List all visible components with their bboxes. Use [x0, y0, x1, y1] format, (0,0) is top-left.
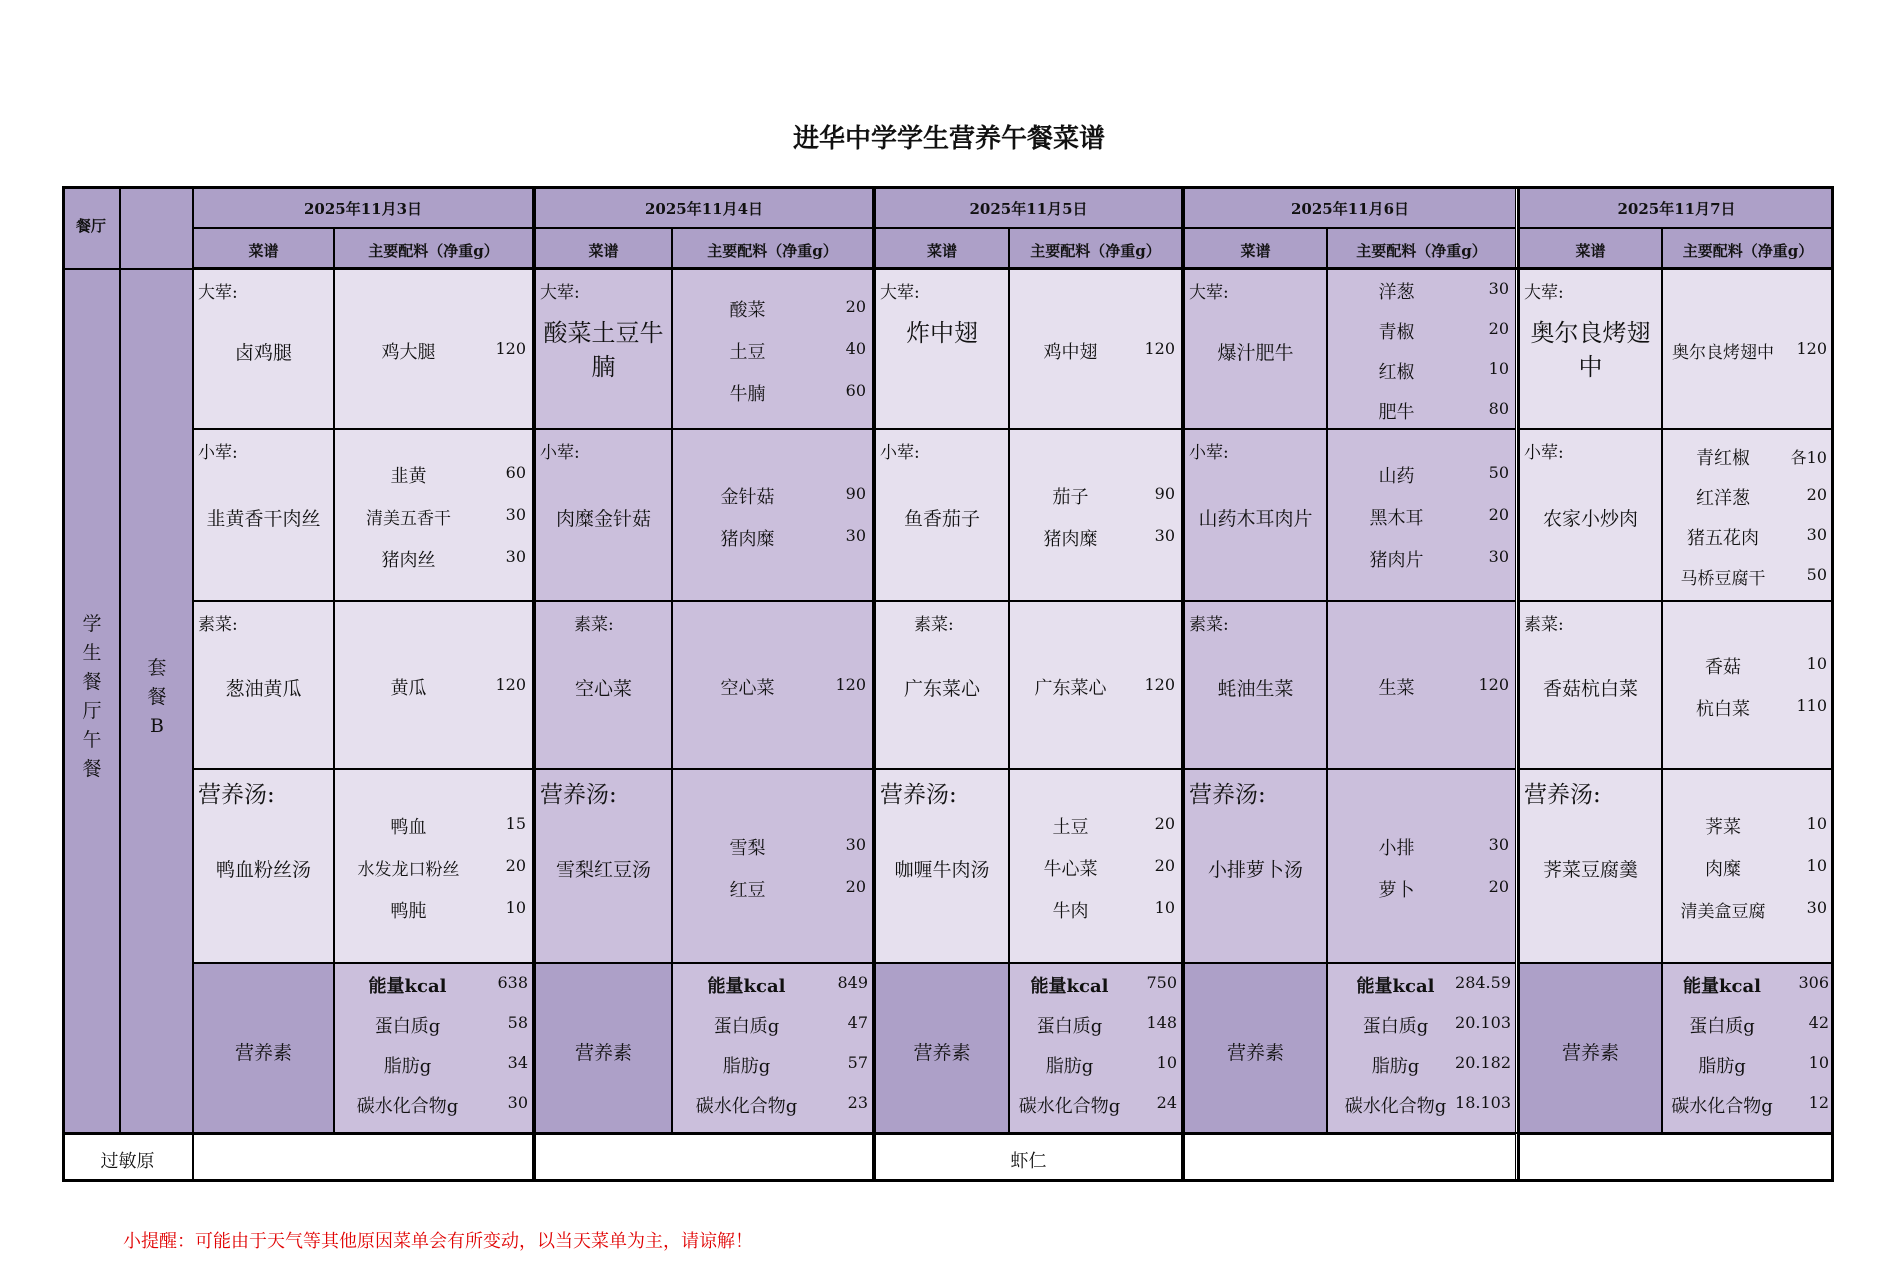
ingredient-qty: 120 — [1478, 675, 1509, 694]
dish-name: 奥尔良烤翅中 — [1530, 319, 1651, 381]
ingredient-qty: 30 — [1488, 835, 1509, 854]
allergen-label: 过敏原 — [100, 1151, 155, 1172]
ingredient-name: 牛心菜 — [1043, 859, 1098, 880]
veg-category-label: 素菜: — [198, 615, 238, 635]
set-label: 套餐B — [147, 657, 167, 737]
nutrient-value: 284.59 — [1455, 973, 1511, 992]
nutrient-value: 20.103 — [1455, 1013, 1511, 1032]
nutrient-value: 12 — [1808, 1093, 1829, 1112]
ingredient-qty: 90 — [1154, 484, 1175, 503]
ingredient-qty: 120 — [495, 339, 526, 358]
ingredient-qty: 10 — [1806, 856, 1827, 875]
ingredient-qty: 各10 — [1790, 448, 1827, 467]
ingredient-qty: 30 — [1806, 898, 1827, 917]
notice-text: 小提醒：可能由于天气等其他原因菜单会有所变动，以当天菜单为主，请谅解！ — [123, 1231, 753, 1252]
small-category-label: 小荤: — [540, 443, 580, 463]
ingredient-name: 青椒 — [1378, 322, 1415, 343]
ingredient-name: 肉糜 — [1705, 859, 1741, 880]
nutrient-name: 蛋白质g — [713, 1016, 780, 1037]
nutrient-name: 能量kcal — [368, 976, 447, 997]
menu-header-label: 菜谱 — [926, 242, 957, 260]
menu-header-label: 菜谱 — [248, 242, 279, 260]
restaurant-label: 学生餐厅午餐 — [82, 613, 102, 780]
ingredient-name: 香菇 — [1705, 657, 1741, 678]
ingredient-name: 土豆 — [1052, 817, 1089, 838]
nutrient-name: 蛋白质g — [374, 1016, 441, 1037]
nutrient-label: 营养素 — [1561, 1041, 1619, 1064]
big-category-label: 大荤: — [880, 283, 920, 303]
ingredient-name: 清美盒豆腐 — [1680, 902, 1766, 922]
dish-name: 鸭血粉丝汤 — [215, 859, 311, 881]
nutrient-value: 34 — [507, 1053, 528, 1072]
dish-name: 酸菜土豆牛腩 — [543, 319, 664, 381]
nutrient-name: 能量kcal — [1683, 976, 1761, 997]
header-divider — [193, 267, 1834, 270]
allergen-value: 虾仁 — [1010, 1151, 1047, 1172]
ingredient-name: 酸菜 — [729, 300, 766, 321]
nutrient-name: 能量kcal — [1030, 976, 1109, 997]
dish-name: 爆汁肥牛 — [1217, 342, 1294, 364]
ingredient-name: 奥尔良烤翅中 — [1672, 343, 1774, 363]
nutrient-value: 23 — [847, 1093, 868, 1112]
veg-category-label: 素菜: — [1524, 615, 1564, 635]
nutrient-value: 24 — [1156, 1093, 1177, 1112]
nutrient-name: 蛋白质g — [1362, 1016, 1429, 1037]
nutrient-name: 碳水化合物g — [356, 1096, 459, 1117]
ingredient-name: 雪梨 — [729, 838, 766, 859]
ingredient-header-label: 主要配料（净重g） — [1682, 242, 1814, 260]
date-label: 2025年11月7日 — [1617, 200, 1736, 218]
nutrient-label: 营养素 — [913, 1041, 971, 1064]
ingredient-name: 猪肉丝 — [381, 550, 436, 571]
ingredient-name: 萝卜 — [1378, 880, 1415, 901]
dish-name: 肉糜金针菇 — [555, 508, 651, 530]
ingredient-qty: 10 — [1806, 654, 1827, 673]
ingredient-qty: 30 — [505, 547, 526, 566]
nutrient-name: 碳水化合物g — [1018, 1096, 1121, 1117]
nutrient-value: 30 — [507, 1093, 528, 1112]
ingredient-qty: 20 — [1154, 856, 1175, 875]
ingredient-name: 红豆 — [729, 880, 766, 901]
ingredient-qty: 10 — [1154, 898, 1175, 917]
ingredient-qty: 20 — [1154, 814, 1175, 833]
nutrient-value: 306 — [1798, 973, 1829, 992]
page-title: 进华中学学生营养午餐菜谱 — [792, 124, 1105, 154]
ingredient-name: 猪肉糜 — [720, 529, 775, 550]
ingredient-name: 猪肉糜 — [1043, 529, 1098, 550]
ingredient-name: 牛肉 — [1052, 901, 1089, 922]
nutrient-value: 20.182 — [1455, 1053, 1511, 1072]
ingredient-qty: 30 — [845, 526, 866, 545]
dish-name: 香菇杭白菜 — [1542, 678, 1638, 700]
veg-category-label: 素菜: — [1189, 615, 1229, 635]
menu-header-label: 菜谱 — [588, 242, 619, 260]
ingredient-qty: 120 — [495, 675, 526, 694]
nutrient-name: 脂肪g — [1371, 1056, 1420, 1077]
dish-name: 咖喱牛肉汤 — [894, 859, 990, 881]
ingredient-name: 鸭肫 — [390, 901, 427, 922]
ingredient-qty: 20 — [845, 297, 866, 316]
veg-category-label: 素菜: — [914, 615, 954, 635]
nutrient-name: 碳水化合物g — [1344, 1096, 1447, 1117]
nutrient-value: 18.103 — [1455, 1093, 1511, 1112]
date-label: 2025年11月4日 — [644, 200, 764, 218]
ingredient-qty: 110 — [1796, 696, 1827, 715]
ingredient-name: 鸡大腿 — [381, 342, 436, 363]
ingredient-name: 空心菜 — [720, 678, 775, 699]
nutrient-name: 能量kcal — [707, 976, 786, 997]
big-category-label: 大荤: — [1189, 283, 1229, 303]
ingredient-qty: 30 — [1488, 279, 1509, 298]
ingredient-name: 猪五花肉 — [1687, 528, 1759, 549]
soup-category-label: 营养汤: — [540, 782, 617, 808]
ingredient-name: 黄瓜 — [390, 678, 427, 699]
ingredient-qty: 30 — [1806, 525, 1827, 544]
ingredient-qty: 20 — [505, 856, 526, 875]
dish-name: 荠菜豆腐羹 — [1542, 859, 1638, 881]
ingredient-header-label: 主要配料（净重g） — [707, 242, 838, 260]
small-category-label: 小荤: — [198, 443, 238, 463]
date-label: 2025年11月5日 — [969, 200, 1088, 218]
ingredient-qty: 20 — [845, 877, 866, 896]
ingredient-qty: 30 — [1154, 526, 1175, 545]
ingredient-qty: 20 — [1488, 877, 1509, 896]
ingredient-name: 金针菇 — [720, 487, 775, 508]
ingredient-name: 山药 — [1378, 466, 1415, 487]
big-category-label: 大荤: — [1524, 283, 1564, 303]
nutrient-value: 849 — [837, 973, 868, 992]
ingredient-header-label: 主要配料（净重g） — [1030, 242, 1161, 260]
nutrient-value: 750 — [1146, 973, 1177, 992]
soup-category-label: 营养汤: — [1189, 782, 1266, 808]
ingredient-qty: 30 — [1488, 547, 1509, 566]
ingredient-qty: 30 — [845, 835, 866, 854]
dish-name: 鱼香茄子 — [903, 508, 980, 530]
ingredient-name: 荠菜 — [1705, 817, 1741, 838]
ingredient-qty: 15 — [505, 814, 526, 833]
nutrient-name: 脂肪g — [722, 1056, 771, 1077]
ingredient-name: 茄子 — [1052, 487, 1089, 508]
small-category-label: 小荤: — [1524, 443, 1564, 463]
dish-name: 雪梨红豆汤 — [555, 859, 651, 881]
big-category-label: 大荤: — [198, 283, 238, 303]
veg-category-label: 素菜: — [574, 615, 614, 635]
date-label: 2025年11月6日 — [1290, 200, 1410, 218]
menu-header-label: 菜谱 — [1575, 242, 1606, 260]
soup-category-label: 营养汤: — [880, 782, 957, 808]
ingredient-name: 韭黄 — [390, 466, 427, 487]
small-category-label: 小荤: — [1189, 443, 1229, 463]
ingredient-qty: 10 — [1488, 359, 1509, 378]
ingredient-name: 广东菜心 — [1034, 678, 1107, 699]
nutrient-value: 57 — [847, 1053, 868, 1072]
ingredient-name: 小排 — [1378, 838, 1415, 859]
ingredient-name: 鸡中翅 — [1043, 342, 1098, 363]
ingredient-qty: 10 — [505, 898, 526, 917]
nutrient-value: 638 — [497, 973, 528, 992]
ingredient-name: 猪肉片 — [1369, 550, 1424, 571]
nutrient-value: 58 — [507, 1013, 528, 1032]
ingredient-name: 土豆 — [729, 342, 766, 363]
nutrient-name: 能量kcal — [1356, 976, 1435, 997]
ingredient-name: 清美五香干 — [366, 509, 451, 529]
ingredient-qty: 60 — [505, 463, 526, 482]
ingredient-name: 红洋葱 — [1696, 488, 1750, 509]
nutrient-name: 碳水化合物g — [695, 1096, 798, 1117]
ingredient-qty: 50 — [1488, 463, 1509, 482]
soup-category-label: 营养汤: — [198, 782, 275, 808]
ingredient-name: 水发龙口粉丝 — [357, 860, 460, 880]
big-category-label: 大荤: — [540, 283, 580, 303]
ingredient-qty: 20 — [1488, 319, 1509, 338]
nutrient-name: 脂肪g — [1045, 1056, 1094, 1077]
ingredient-name: 马桥豆腐干 — [1680, 569, 1766, 589]
nutrient-name: 脂肪g — [383, 1056, 432, 1077]
ingredient-qty: 120 — [835, 675, 866, 694]
ingredient-qty: 90 — [845, 484, 866, 503]
dish-name: 小排萝卜汤 — [1207, 859, 1303, 881]
nutrient-label: 营养素 — [1226, 1041, 1284, 1064]
ingredient-header-label: 主要配料（净重g） — [1356, 242, 1487, 260]
nutrient-label: 营养素 — [234, 1041, 292, 1064]
ingredient-qty: 40 — [845, 339, 866, 358]
ingredient-qty: 80 — [1488, 399, 1509, 418]
ingredient-name: 红椒 — [1378, 362, 1415, 383]
ingredient-qty: 20 — [1488, 505, 1509, 524]
dish-name: 广东菜心 — [903, 678, 980, 700]
nutrient-label: 营养素 — [574, 1041, 632, 1064]
nutrient-value: 10 — [1156, 1053, 1177, 1072]
ingredient-name: 肥牛 — [1378, 402, 1415, 423]
dish-name: 蚝油生菜 — [1217, 678, 1294, 700]
ingredient-qty: 60 — [845, 381, 866, 400]
dish-name: 空心菜 — [574, 678, 632, 700]
ingredient-qty: 120 — [1144, 675, 1175, 694]
ingredient-qty: 10 — [1806, 814, 1827, 833]
corner-label: 餐厅 — [75, 217, 106, 235]
nutrient-name: 碳水化合物g — [1671, 1096, 1773, 1117]
nutrient-value: 42 — [1808, 1013, 1829, 1032]
ingredient-qty: 20 — [1806, 485, 1827, 504]
ingredient-name: 牛腩 — [729, 384, 766, 405]
dish-name: 卤鸡腿 — [234, 342, 292, 364]
nutrient-name: 脂肪g — [1698, 1056, 1746, 1077]
ingredient-qty: 120 — [1144, 339, 1175, 358]
ingredient-name: 杭白菜 — [1696, 699, 1750, 720]
dish-name: 葱油黄瓜 — [225, 678, 302, 700]
table-frame — [62, 186, 1834, 1182]
ingredient-qty: 30 — [505, 505, 526, 524]
ingredient-name: 鸭血 — [390, 817, 427, 838]
nutrient-value: 148 — [1146, 1013, 1177, 1032]
dish-name: 韭黄香干肉丝 — [206, 508, 321, 530]
ingredient-qty: 50 — [1806, 565, 1827, 584]
nutrient-name: 蛋白质g — [1036, 1016, 1103, 1037]
ingredient-header-label: 主要配料（净重g） — [368, 242, 499, 260]
ingredient-qty: 120 — [1796, 339, 1827, 358]
ingredient-name: 生菜 — [1378, 678, 1415, 699]
menu-header-label: 菜谱 — [1240, 242, 1271, 260]
dish-name: 农家小炒肉 — [1542, 508, 1638, 530]
ingredient-name: 洋葱 — [1378, 282, 1415, 303]
ingredient-name: 青红椒 — [1696, 448, 1750, 469]
nutrient-value: 10 — [1808, 1053, 1829, 1072]
soup-category-label: 营养汤: — [1524, 782, 1601, 808]
date-label: 2025年11月3日 — [303, 200, 423, 218]
nutrient-value: 47 — [847, 1013, 868, 1032]
dish-name: 炸中翅 — [906, 319, 978, 347]
small-category-label: 小荤: — [880, 443, 920, 463]
nutrient-name: 蛋白质g — [1689, 1016, 1755, 1037]
dish-name: 山药木耳肉片 — [1198, 508, 1313, 530]
ingredient-name: 黑木耳 — [1369, 508, 1424, 529]
allergen-divider — [62, 1132, 1834, 1134]
